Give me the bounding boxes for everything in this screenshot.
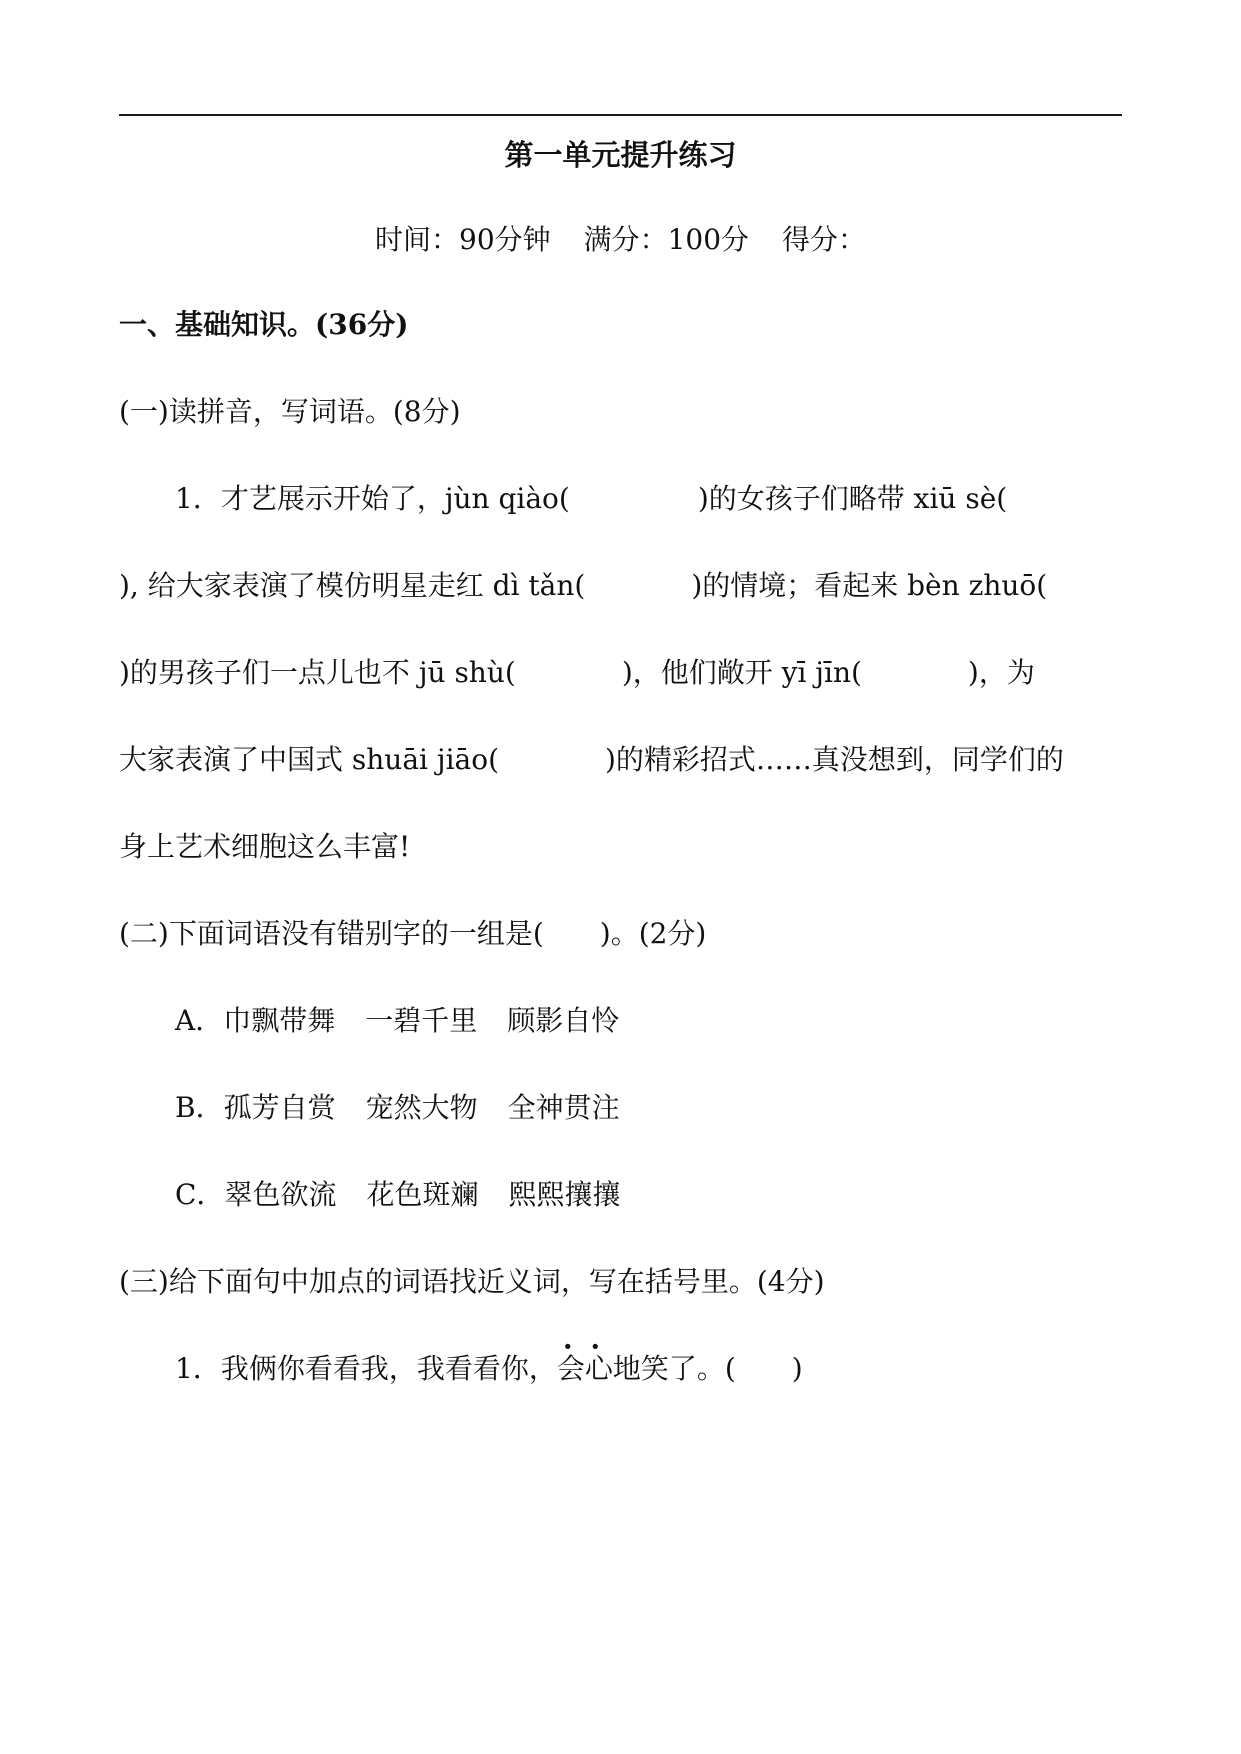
option-a[interactable] xyxy=(175,1003,1122,1039)
pinyin-line-1 xyxy=(175,481,1122,517)
text-segment: )，他们敞开 yī jīn( xyxy=(621,656,862,689)
option-word: 全神贯注 xyxy=(507,1091,620,1124)
question-3-1 xyxy=(175,1351,1122,1387)
text-segment: )的情境；看起来 bèn zhuō( xyxy=(691,569,1048,602)
option-word: 一碧千里 xyxy=(365,1004,478,1037)
part2-heading: (二)下面词语没有错别字的一组是( )。(2分) xyxy=(119,917,707,950)
dotted-word: · · 会心 xyxy=(557,1351,613,1387)
text-segment: )的精彩招式……真没想到，同学们的 xyxy=(605,743,1064,776)
exam-meta xyxy=(0,222,1241,258)
option-label: B． xyxy=(175,1091,224,1124)
text-segment: 1．我俩你看看我，我看看你， xyxy=(175,1352,557,1385)
part3-heading: (三)给下面句中加点的词语找近义词，写在括号里。(4分) xyxy=(119,1265,825,1298)
option-word: 宠然大物 xyxy=(365,1091,478,1124)
text-segment: 1．才艺展示开始了，jùn qiào( xyxy=(175,482,570,515)
text-segment: )，为 xyxy=(967,656,1035,689)
pinyin-line-4 xyxy=(119,742,1122,778)
top-rule xyxy=(119,114,1122,116)
option-word: 翠色欲流 xyxy=(224,1178,337,1211)
option-label: A． xyxy=(175,1004,224,1037)
option-b[interactable] xyxy=(175,1090,1122,1126)
text-segment: )的男孩子们一点儿也不 jū shù( xyxy=(119,656,516,689)
full-score-label: 满分：100分 xyxy=(583,223,750,256)
text-segment: )的女孩子们略带 xiū sè( xyxy=(697,482,1008,515)
score-label: 得分： xyxy=(781,223,866,256)
pinyin-line-5: 身上艺术细胞这么丰富! xyxy=(119,830,411,863)
part1-heading: (一)读拼音，写词语。(8分) xyxy=(119,395,461,428)
text-segment: ), 给大家表演了模仿明星走红 dì tǎn( xyxy=(119,569,586,602)
section-heading: 一、基础知识。(36分) xyxy=(119,308,409,341)
pinyin-line-3 xyxy=(119,655,1122,691)
option-word: 孤芳自赏 xyxy=(223,1091,336,1124)
option-word: 熙熙攘攘 xyxy=(508,1178,621,1211)
text-segment: 地笑了。( ) xyxy=(612,1352,803,1385)
pinyin-line-2 xyxy=(119,568,1122,604)
page-title: 第一单元提升练习 xyxy=(504,138,737,172)
option-word: 花色斑斓 xyxy=(366,1178,479,1211)
option-c[interactable] xyxy=(175,1177,1122,1213)
text-segment: 大家表演了中国式 shuāi jiāo( xyxy=(119,743,499,776)
option-word: 巾飘带舞 xyxy=(223,1004,336,1037)
option-label: C． xyxy=(175,1178,225,1211)
time-label: 时间：90分钟 xyxy=(375,223,551,256)
option-word: 顾影自怜 xyxy=(507,1004,620,1037)
